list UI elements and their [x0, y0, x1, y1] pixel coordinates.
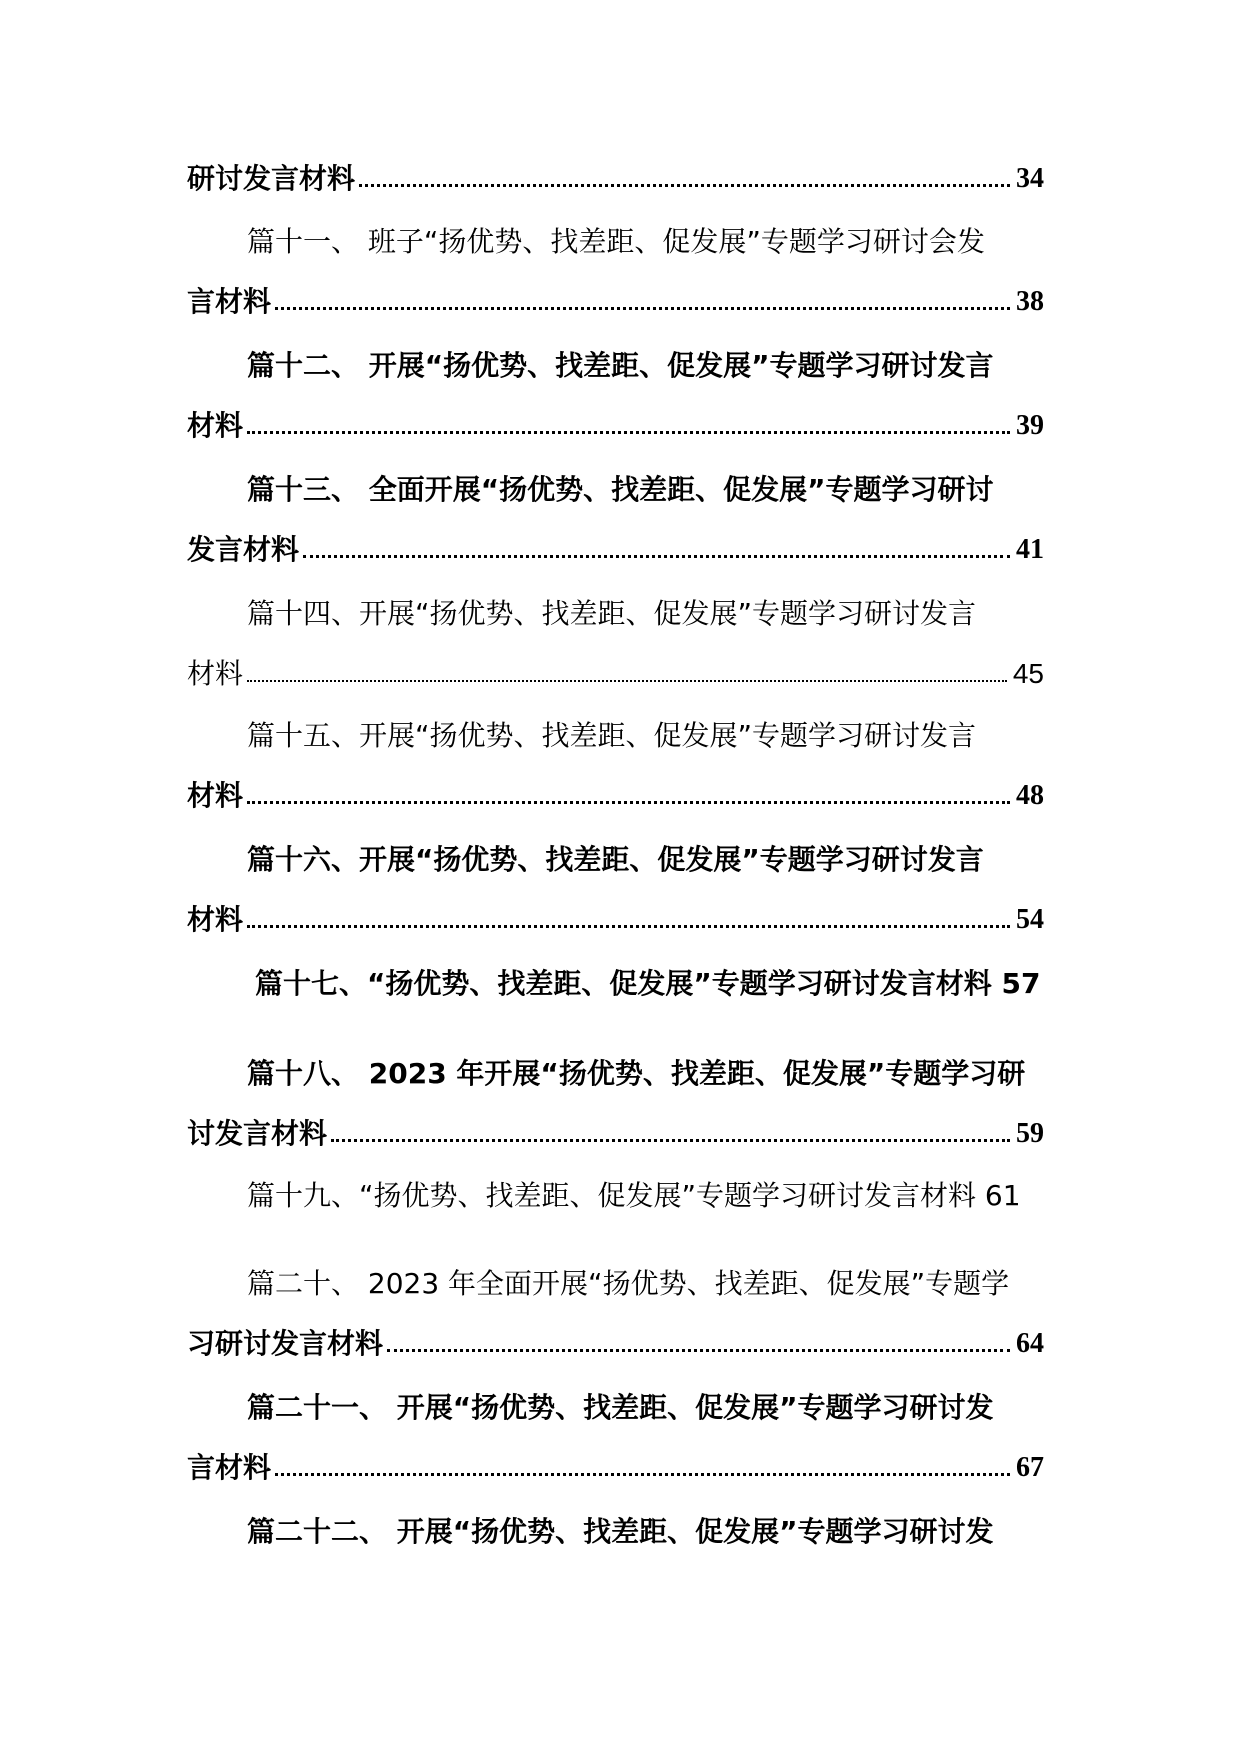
dot-leader [275, 307, 1010, 310]
toc-entry-leader [187, 285, 1044, 318]
toc-entry-text: 言材料 [187, 285, 272, 318]
toc-entry-text: 材料 [187, 779, 244, 812]
toc-entry-title: 篇十二、 开展“扬优势、找差距、促发展”专题学习研讨发言 [247, 349, 994, 382]
dot-leader [275, 1473, 1010, 1476]
toc-entry-title: 篇十四、开展“扬优势、找差距、促发展”专题学习研讨发言 [247, 597, 977, 630]
toc-entry-text: 材料 [187, 657, 244, 690]
toc-page-number: 39 [1016, 410, 1044, 441]
toc-entry-leader [187, 162, 1044, 195]
toc-entry-text: 研讨发言材料 [187, 162, 356, 195]
toc-page-number: 41 [1016, 534, 1044, 565]
toc-entry-text: 习研讨发言材料 [187, 1327, 384, 1360]
toc-entry-title: 篇十八、 2023 年开展“扬优势、找差距、促发展”专题学习研 [247, 1057, 1026, 1090]
toc-page-number: 45 [1012, 658, 1044, 689]
toc-page-number: 34 [1016, 163, 1044, 194]
toc-page-number: 59 [1016, 1118, 1044, 1149]
toc-entry-title: 篇十三、 全面开展“扬优势、找差距、促发展”专题学习研讨 [247, 473, 994, 506]
toc-page-number: 64 [1016, 1328, 1044, 1359]
toc-entry-text: 材料 [187, 409, 244, 442]
toc-entry-leader [187, 409, 1044, 442]
toc-entry-leader [187, 779, 1044, 812]
toc-entry-title: 篇十七、“扬优势、找差距、促发展”专题学习研讨发言材料 57 [255, 967, 1041, 1000]
toc-page-number: 67 [1016, 1452, 1044, 1483]
dot-leader [303, 555, 1010, 558]
toc-entry-text: 发言材料 [187, 533, 300, 566]
toc-entry-leader [187, 903, 1044, 936]
toc-entry-leader [187, 1327, 1044, 1360]
dot-leader [359, 184, 1010, 187]
toc-page-number: 54 [1016, 904, 1044, 935]
toc-entry-title: 篇十九、“扬优势、找差距、促发展”专题学习研讨发言材料 61 [247, 1179, 1021, 1212]
toc-entry-leader [187, 1117, 1044, 1150]
toc-entry-text: 材料 [187, 903, 244, 936]
toc-entry-title: 篇十六、开展“扬优势、找差距、促发展”专题学习研讨发言 [247, 843, 984, 876]
toc-entry-title: 篇二十、 2023 年全面开展“扬优势、找差距、促发展”专题学 [247, 1267, 1010, 1300]
dot-leader [247, 801, 1010, 804]
toc-entry-title: 篇二十一、 开展“扬优势、找差距、促发展”专题学习研讨发 [247, 1391, 994, 1424]
toc-page-number: 48 [1016, 780, 1044, 811]
toc-entry-leader [187, 533, 1044, 566]
dot-leader [387, 1349, 1010, 1352]
toc-page-number: 38 [1016, 286, 1044, 317]
dot-leader [247, 925, 1010, 928]
toc-entry-title: 篇十一、 班子“扬优势、找差距、促发展”专题学习研讨会发 [247, 225, 985, 258]
toc-entry-title: 篇二十二、 开展“扬优势、找差距、促发展”专题学习研讨发 [247, 1515, 994, 1548]
toc-entry-leader [187, 1451, 1044, 1484]
dot-leader [331, 1139, 1010, 1142]
toc-entry-title: 篇十五、开展“扬优势、找差距、促发展”专题学习研讨发言 [247, 719, 977, 752]
dot-leader [247, 431, 1010, 434]
dot-leader [247, 680, 1007, 682]
toc-entry-text: 言材料 [187, 1451, 272, 1484]
toc-entry-leader [187, 657, 1044, 690]
toc-entry-text: 讨发言材料 [187, 1117, 328, 1150]
